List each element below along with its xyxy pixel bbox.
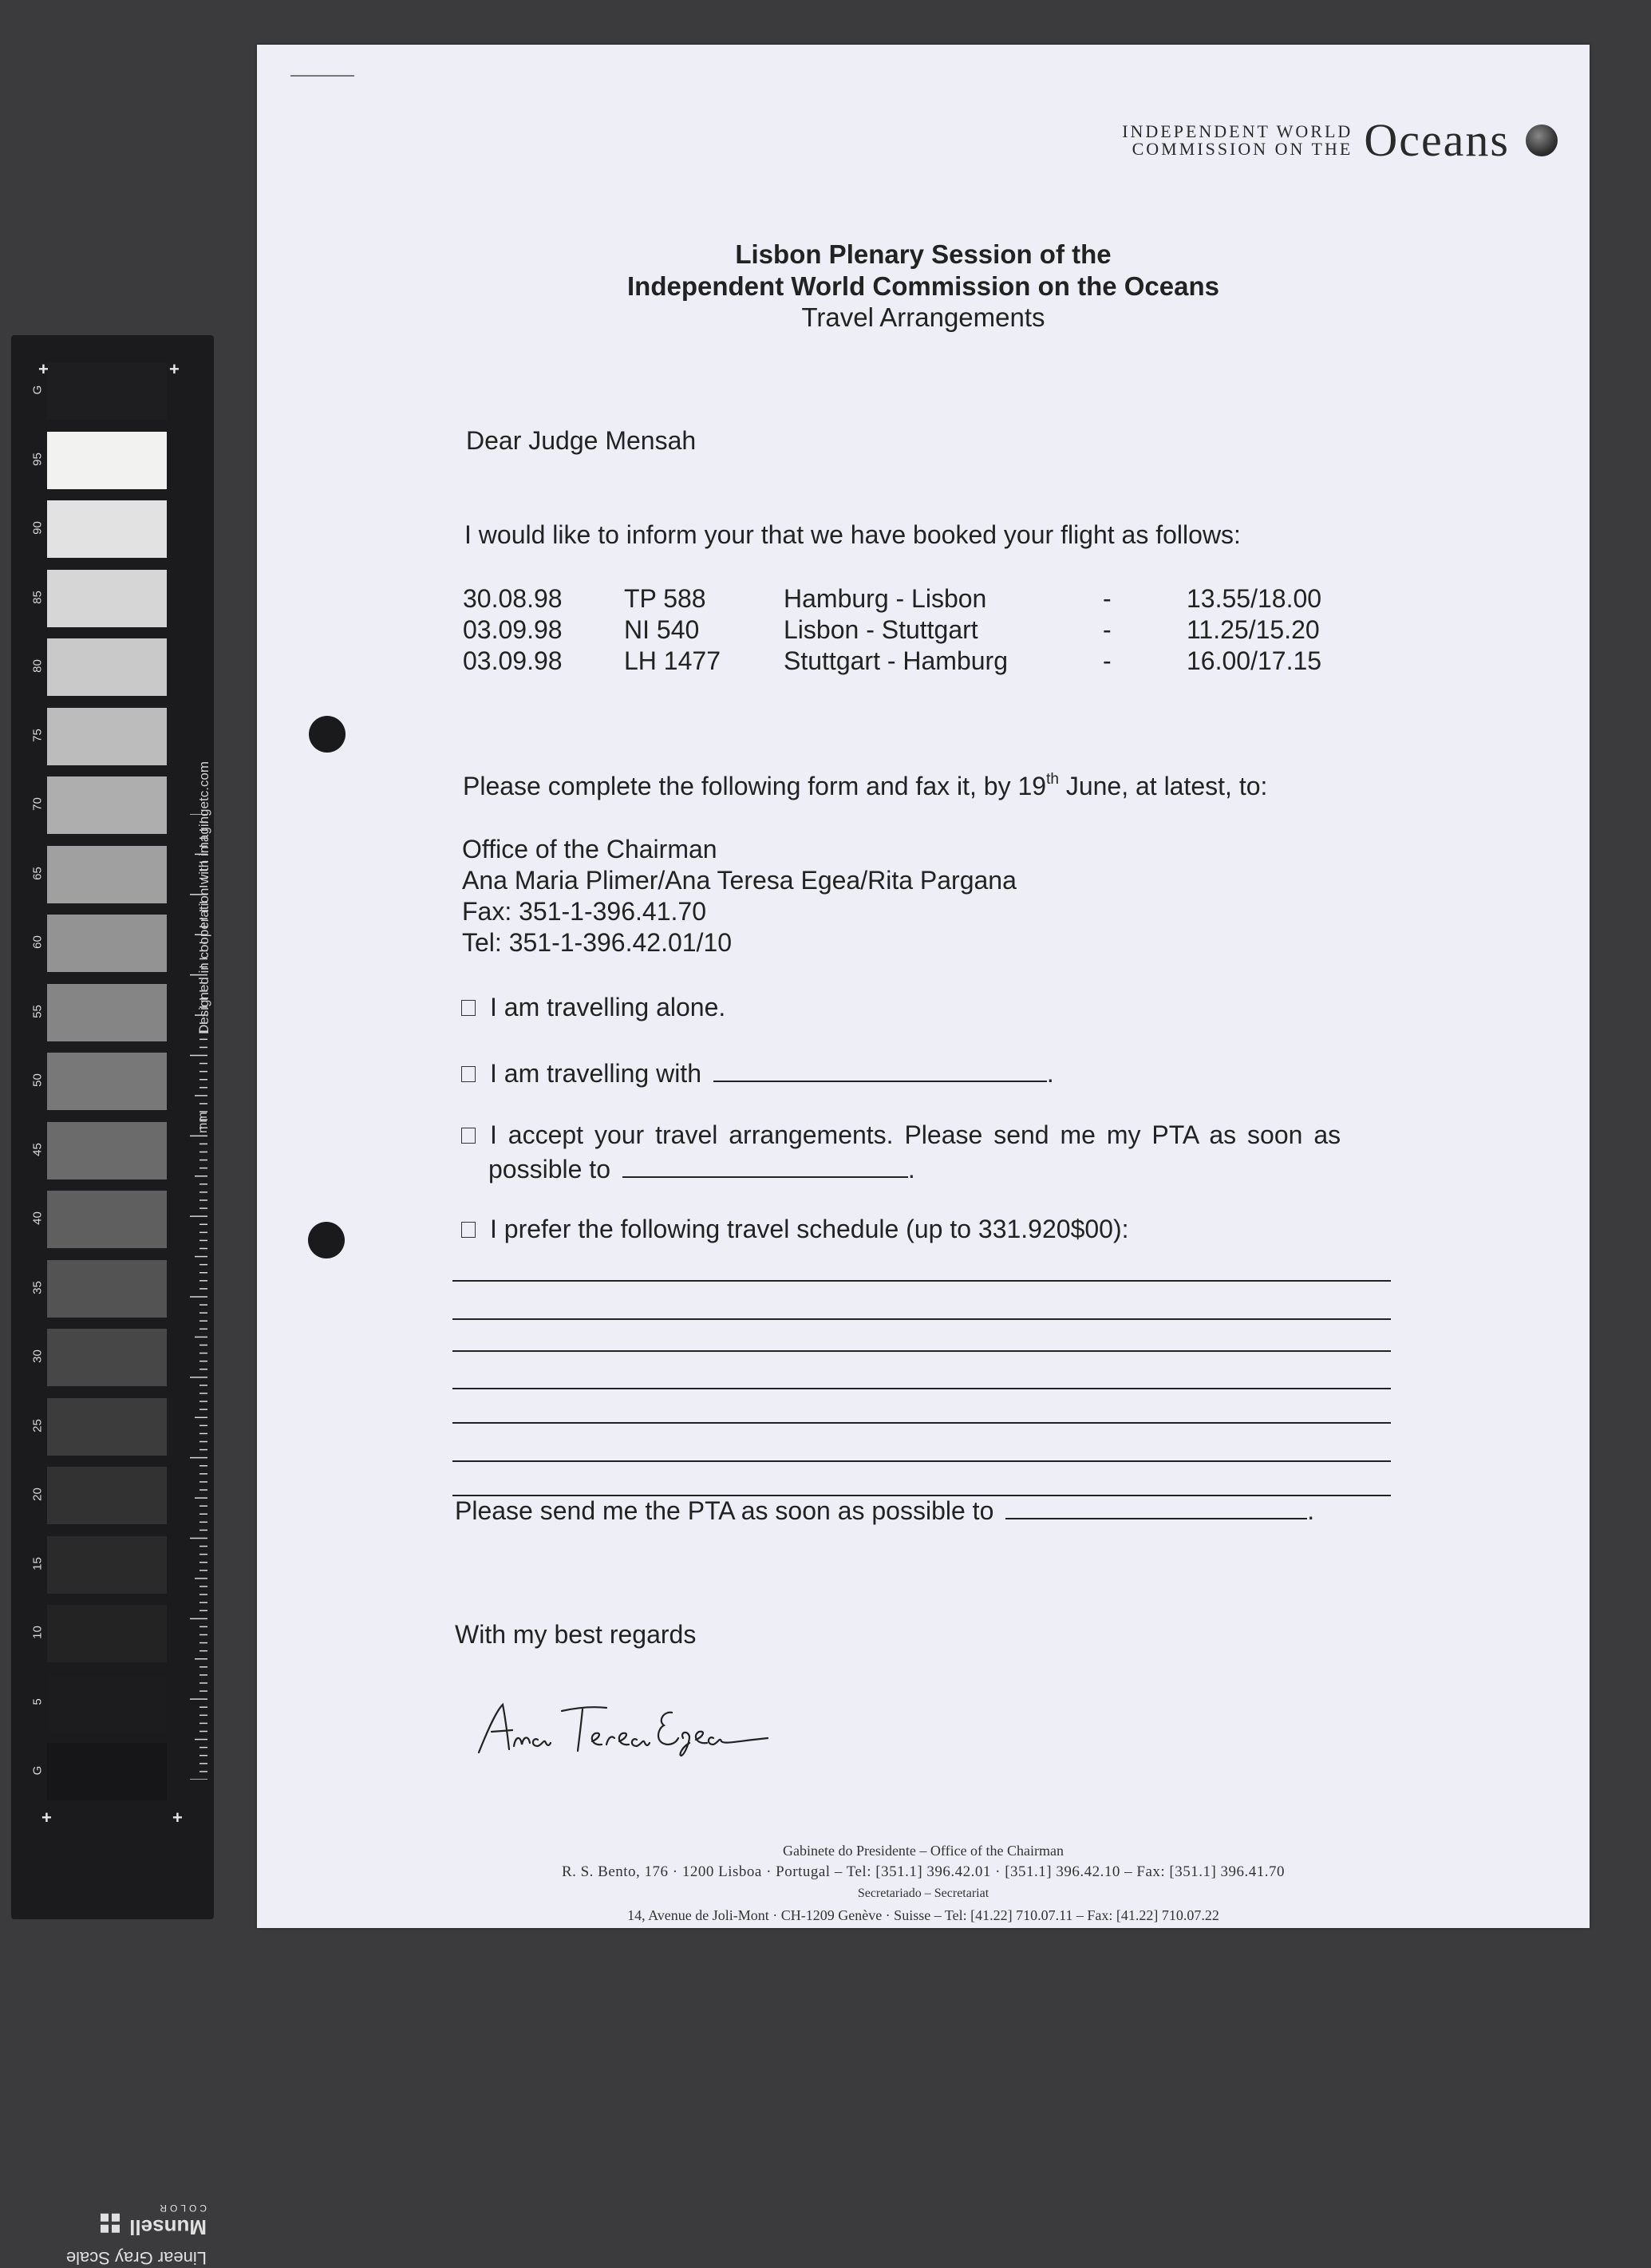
flight-time: 13.55/18.00 [1187,584,1322,613]
gray-patch-label: 70 [30,797,45,811]
mm-label: mm [196,1112,210,1133]
gray-patch-label: 40 [30,1211,45,1225]
gray-patch [47,846,167,903]
schedule-line[interactable] [452,1350,1391,1352]
gray-patch [47,1536,167,1594]
flight-dash: - [1103,584,1112,613]
schedule-line[interactable] [452,1280,1391,1282]
munsell-logo-icon [101,2214,120,2233]
designed-credit: Designed in cooperation with imagingetc.com [196,761,211,1035]
gray-patch [47,1260,167,1318]
gray-patch-label: 15 [30,1556,45,1571]
flight-date: 03.09.98 [463,646,563,675]
gray-patch [47,1467,167,1524]
flight-date: 30.08.98 [463,584,563,613]
pta-address-blank[interactable] [622,1154,908,1178]
flight-route: Hamburg - Lisbon [784,584,987,613]
registration-mark: + [38,359,49,379]
gray-patch-label: 55 [30,1004,45,1018]
footer-secretariat: Secretariado – Secretariat [857,1887,989,1900]
gray-patch [47,984,167,1041]
gray-patch [47,362,167,420]
send-pta-line: Please send me the PTA as soon as possible to . [455,1496,1315,1525]
gray-patch [47,1398,167,1456]
registration-mark: + [169,359,180,379]
punch-hole [309,716,346,753]
registration-mark: + [41,1808,52,1827]
flight-route: Lisbon - Stuttgart [784,615,978,644]
gray-scale-strip [11,335,214,2268]
gray-patch [47,1122,167,1179]
gray-patch-label: 10 [30,1626,45,1639]
heading-line3: Travel Arrangements [801,302,1045,332]
flight-time: 16.00/17.15 [1187,646,1322,675]
scan-mark [290,75,354,77]
linear-gray-scale-label: Linear Gray Scale [65,2247,207,2268]
gray-patch-label: 35 [30,1280,45,1294]
gray-patch [47,432,167,489]
option-alone-label: I am travelling alone. [490,993,726,1021]
flight-dash: - [1103,646,1112,675]
munsell-color-label: COLOR [156,2203,207,2214]
signature [472,1697,776,1760]
gray-patch [47,1053,167,1110]
letterhead-line2: COMMISSION ON THE [1132,138,1353,159]
footer-lisbon-address: R. S. Bento, 176 · 1200 Lisboa · Portugal – Tel: [351.1] 396.42.01 · [351.1] 396.42.10 – Fax: [351.1] 396.41.70 [561,1863,1286,1880]
heading-line2: Independent World Commission on the Oceans [627,271,1219,301]
office-name: Office of the Chairman [462,835,717,863]
send-pta-blank[interactable] [1005,1496,1307,1519]
gray-patch-label: 60 [30,935,45,949]
gray-patch-label: 85 [30,590,45,604]
flight-number: LH 1477 [624,646,721,675]
option-alone[interactable] [461,993,725,1022]
flight-date: 03.09.98 [463,615,563,644]
globe-icon [1526,124,1558,156]
option-prefer-label: I prefer the following travel schedule (up to 331.920$00): [490,1215,1129,1243]
footer-geneva-address: 14, Avenue de Joli-Mont · CH-1209 Genève · Suisse – Tel: [41.22] 710.07.11 – Fax: [41.22] 710.07.22 [627,1907,1219,1923]
option-with[interactable]: I am travelling with . [461,1058,1054,1089]
intro-text: I would like to inform your that we have booked your flight as follows: [464,520,1241,549]
checkbox[interactable] [461,1222,476,1238]
gray-patch-label: G [30,1765,45,1776]
office-fax: Fax: 351-1-396.41.70 [462,897,706,926]
schedule-line[interactable] [452,1388,1391,1389]
office-tel: Tel: 351-1-396.42.01/10 [462,928,733,957]
option-accept[interactable] [461,1120,1341,1150]
gray-patch [47,915,167,972]
gray-patch [47,776,167,834]
flight-time: 11.25/15.20 [1187,615,1320,644]
letterhead-oceans: Oceans [1364,114,1510,166]
letter-page [257,45,1590,1928]
letterhead-text [1122,123,1353,158]
gray-patch-label: G [30,385,45,395]
schedule-line[interactable] [452,1422,1391,1424]
greeting: Dear Judge Mensah [466,426,697,455]
heading-line1: Lisbon Plenary Session of the [735,239,1112,269]
letterhead [1122,113,1558,167]
gray-patch-label: 5 [30,1697,45,1705]
gray-patch [47,570,167,627]
checkbox[interactable] [461,1000,476,1016]
munsell-branding [55,2203,207,2268]
request-before: Please complete the following form and fax it, by 19 [463,772,1047,800]
gray-patch-label: 25 [30,1418,45,1432]
gray-patch-label: 75 [30,728,45,742]
option-with-label: I am travelling with [490,1059,701,1088]
request-sup: th [1046,771,1059,788]
option-accept-line1: I accept your travel arrangements. Please send me my PTA as soon as [490,1120,1341,1149]
gray-patch [47,1674,167,1732]
gray-patch [47,1743,167,1800]
gray-patch [47,500,167,558]
gray-patch-label: 65 [30,866,45,880]
office-people: Ana Maria Plimer/Ana Teresa Egea/Rita Pargana [462,866,1017,895]
flight-route: Stuttgart - Hamburg [784,646,1008,675]
gray-patch-label: 80 [30,659,45,673]
gray-patch-label: 95 [30,452,45,466]
option-accept-cont: possible to . [488,1155,915,1183]
registration-mark: + [172,1808,183,1827]
flight-number: NI 540 [624,615,700,644]
send-pta-text: Please send me the PTA as soon as possible to [455,1496,994,1525]
gray-patch [47,1329,167,1386]
letterhead-line1: INDEPENDENT WORLD [1122,121,1353,141]
gray-patch-label: 90 [30,521,45,535]
flight-dash: - [1103,615,1112,644]
gray-patch-label: 20 [30,1488,45,1501]
footer-office: Gabinete do Presidente – Office of the Chairman [782,1843,1064,1859]
flight-number: TP 588 [624,584,706,613]
closing: With my best regards [455,1620,697,1649]
munsell-brand: Munsell [129,2215,207,2239]
schedule-line[interactable] [452,1460,1391,1462]
gray-patch [47,638,167,696]
request-after: June, at latest, to: [1058,772,1268,800]
checkbox[interactable] [461,1128,476,1144]
gray-patch [47,708,167,765]
gray-patch-label: 45 [30,1142,45,1156]
punch-hole [308,1222,345,1258]
gray-patch-label: 50 [30,1073,45,1087]
option-accept-line2: possible to [488,1155,610,1183]
option-prefer[interactable] [461,1215,1129,1244]
request-text [463,771,1267,801]
checkbox[interactable] [461,1066,476,1082]
gray-patch-label: 30 [30,1349,45,1363]
gray-patch [47,1191,167,1248]
gray-patch [47,1605,167,1662]
schedule-line[interactable] [452,1318,1391,1320]
companion-blank[interactable] [713,1058,1047,1082]
